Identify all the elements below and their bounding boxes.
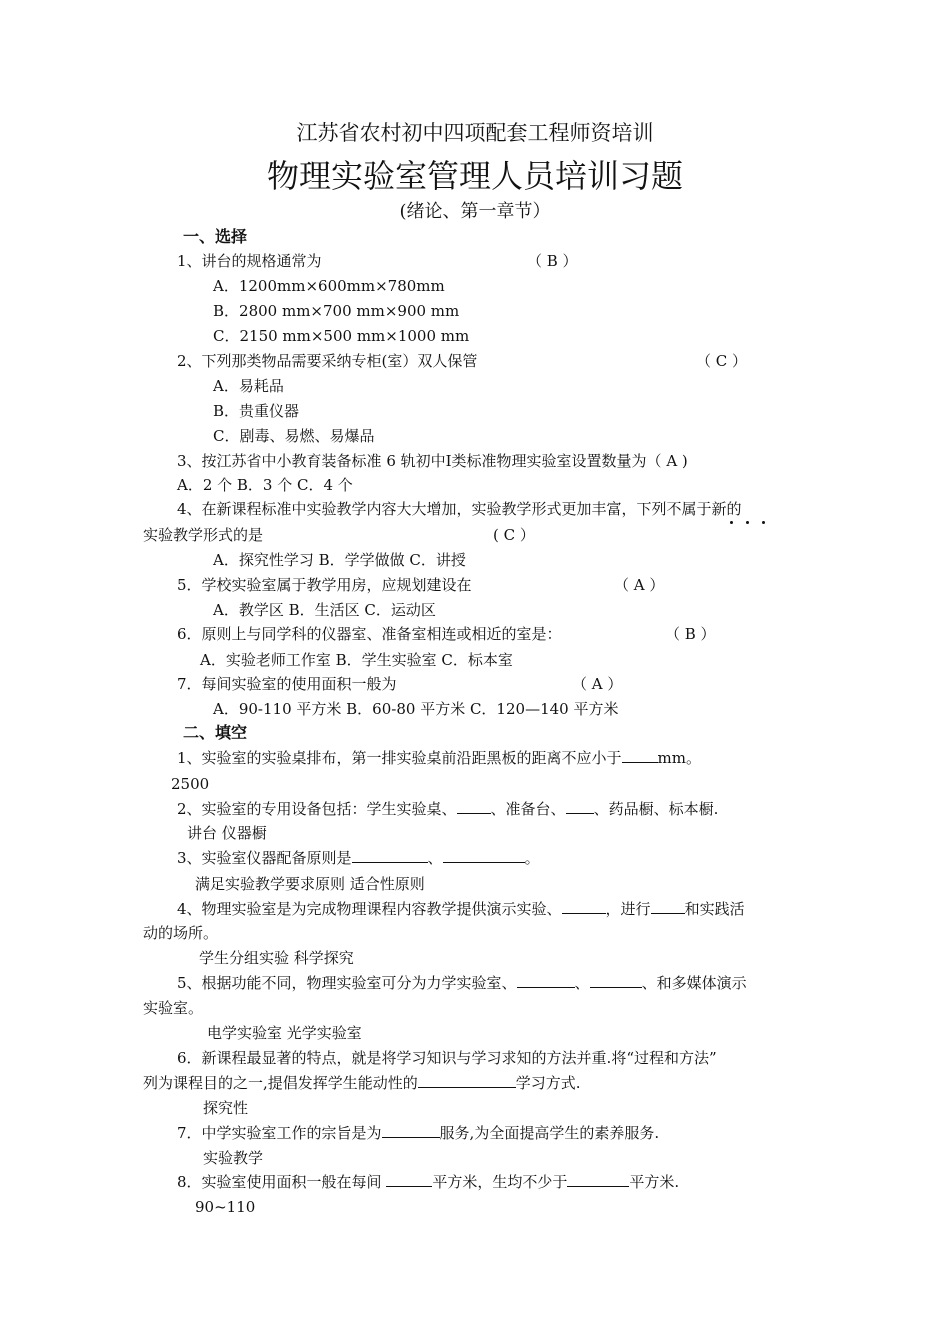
fill-blank xyxy=(622,747,658,763)
fill-q8-answer: 90~110 xyxy=(195,1198,256,1216)
fill-q8-part2: 平方米，生均不少于 xyxy=(432,1173,568,1191)
fill-blank xyxy=(562,898,606,914)
fill-blank xyxy=(567,1171,629,1187)
fill-q6-text-line1: 6．新课程最显著的特点，就是将学习知识与学习求知的方法并重.将“过程和方法” xyxy=(177,1049,717,1067)
fill-q4-part3: 和实践活 xyxy=(684,900,745,918)
fill-q3-text xyxy=(177,847,540,869)
fill-q8-text xyxy=(177,1171,679,1193)
choice-q2-option-c: C．剧毒、易燃、易爆品 xyxy=(213,427,375,445)
header-subtitle: 江苏省农村初中四项配套工程师资培训 xyxy=(296,121,654,145)
fill-q2-part1: 2、实验室的专用设备包括：学生实验桌、 xyxy=(177,800,457,818)
fill-blank xyxy=(418,1072,516,1088)
choice-q2-text: 2、下列那类物品需要采纳专柜(室）双人保管 xyxy=(177,352,478,370)
choice-q1-option-b: B．2800 mm×700 mm×900 mm xyxy=(213,302,460,320)
fill-q4-text xyxy=(177,898,745,920)
fill-blank xyxy=(382,1122,440,1138)
fill-q5-part3: 、和多媒体演示 xyxy=(641,974,747,992)
fill-q5-part2: 、 xyxy=(574,974,590,992)
fill-q5-text-line2: 实验室。 xyxy=(143,999,204,1017)
choice-q1-option-c: C．2150 mm×500 mm×1000 mm xyxy=(213,327,470,345)
fill-q2-answer: 讲台 仪器橱 xyxy=(187,824,267,842)
choice-q7-answer: （ A ） xyxy=(572,675,623,693)
fill-q3-part2: 、 xyxy=(427,849,443,867)
choice-q4-text-line1: 4、在新课程标准中实验教学内容大大增加，实验教学形式更加丰富，下列不属于新的 xyxy=(177,500,742,518)
fill-blank xyxy=(566,798,594,814)
choice-q6-text: 6．原则上与同学科的仪器室、准备室相连或相近的室是： xyxy=(177,625,562,643)
choice-q4-text-line2: 实验教学形式的是 xyxy=(143,526,264,544)
fill-q6-part1: 列为课程目的之一,提倡发挥学生能动性的 xyxy=(143,1074,418,1092)
choice-q3-text: 3、按江苏省中小教育装备标准 6 轨初中Ⅰ类标准物理实验室设置数量为（ A ) xyxy=(177,452,688,470)
fill-q2-text xyxy=(177,798,718,820)
choice-q1-text: 1、讲台的规格通常为 xyxy=(177,252,322,270)
fill-q3-part1: 3、实验室仪器配备原则是 xyxy=(177,849,352,867)
fill-q1-prompt: 1、实验室的实验桌排布，第一排实验桌前沿距黑板的距离不应小于 xyxy=(177,749,622,767)
section-choice-heading: 一、选择 xyxy=(183,227,248,246)
fill-q8-part1: 8．实验室使用面积一般在每间 xyxy=(177,1173,387,1191)
choice-q5-options: A．教学区 B．生活区 C．运动区 xyxy=(213,601,436,619)
fill-blank xyxy=(386,1171,432,1187)
fill-q1-text xyxy=(177,747,701,769)
fill-q2-part3: 、药品橱、标本橱. xyxy=(593,800,719,818)
choice-q5-text: 5．学校实验室属于教学用房，应规划建设在 xyxy=(177,576,472,594)
fill-blank xyxy=(651,898,685,914)
choice-q7-text: 7．每间实验室的使用面积一般为 xyxy=(177,675,397,693)
choice-q2-option-a: A．易耗品 xyxy=(213,377,284,395)
fill-q7-text xyxy=(177,1122,659,1144)
fill-q2-part2: 、准备台、 xyxy=(490,800,566,818)
fill-q6-part2: 学习方式. xyxy=(515,1074,581,1092)
fill-q7-answer: 实验教学 xyxy=(203,1149,264,1167)
fill-q8-part3: 平方米. xyxy=(629,1173,680,1191)
choice-q6-options: A．实验老师工作室 B．学生实验室 C．标本室 xyxy=(200,651,513,669)
fill-q4-answer: 学生分组实验 科学探究 xyxy=(199,949,354,967)
fill-blank xyxy=(352,847,428,863)
fill-q1-suffix: mm。 xyxy=(657,749,701,767)
fill-q3-part3: 。 xyxy=(524,849,540,867)
choice-q5-answer: （ A ） xyxy=(614,576,665,594)
fill-q1-answer: 2500 xyxy=(171,775,210,793)
fill-blank xyxy=(457,798,491,814)
choice-q1-answer: （ B ） xyxy=(527,252,578,270)
fill-q4-text-line2: 动的场所。 xyxy=(143,924,219,942)
fill-q6-text-line2 xyxy=(143,1072,581,1094)
fill-q7-part2: 服务,为全面提高学生的素养服务. xyxy=(439,1124,660,1142)
fill-q4-part1: 4、物理实验室是为完成物理课程内容教学提供演示实验、 xyxy=(177,900,562,918)
chapter-note: (绪论、第一章节） xyxy=(399,201,551,222)
fill-blank xyxy=(443,847,525,863)
fill-q7-part1: 7．中学实验室工作的宗旨是为 xyxy=(177,1124,382,1142)
fill-q5-answer: 电学实验室 光学实验室 xyxy=(207,1024,362,1042)
choice-q2-answer: （ C ） xyxy=(696,352,748,370)
fill-blank xyxy=(590,972,642,988)
choice-q3-options: A．2 个 B．3 个 C．4 个 xyxy=(177,476,353,494)
emphasis-dot xyxy=(746,521,749,524)
choice-q2-option-b: B．贵重仪器 xyxy=(213,402,300,420)
fill-q4-part2: ，进行 xyxy=(605,900,651,918)
choice-q4-options: A．探究性学习 B．学学做做 C．讲授 xyxy=(213,551,466,569)
choice-q4-answer: ( C ） xyxy=(493,526,535,544)
emphasis-dot xyxy=(762,521,765,524)
fill-blank xyxy=(517,972,575,988)
emphasis-dot xyxy=(730,521,733,524)
fill-q3-answer: 满足实验教学要求原则 适合性原则 xyxy=(195,875,425,893)
fill-q5-part1: 5、根据功能不同，物理实验室可分为力学实验室、 xyxy=(177,974,517,992)
fill-q6-answer: 探究性 xyxy=(203,1099,249,1117)
page-title: 物理实验室管理人员培训习题 xyxy=(266,157,683,195)
section-fill-heading: 二、填空 xyxy=(183,723,248,742)
choice-q6-answer: （ B ） xyxy=(665,625,716,643)
choice-q1-option-a: A．1200mm×600mm×780mm xyxy=(213,277,445,295)
fill-q5-text xyxy=(177,972,747,994)
choice-q7-options: A．90-110 平方米 B．60-80 平方米 C．120—140 平方米 xyxy=(213,700,619,718)
